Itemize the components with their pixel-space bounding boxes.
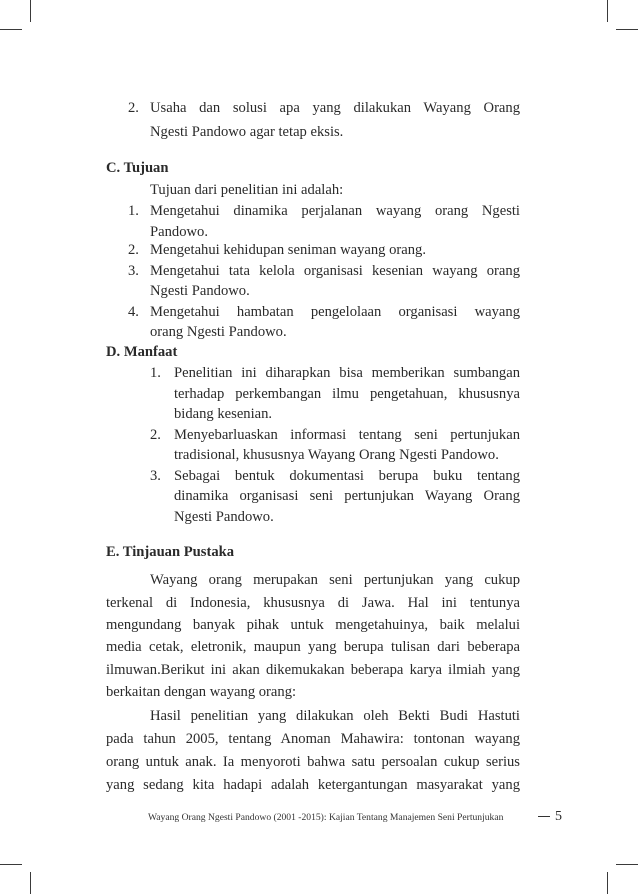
crop-mark (607, 872, 608, 894)
list-item-text: dinamika organisasi seni pertunjukan Wayang Orang (174, 488, 520, 504)
crop-mark (607, 0, 608, 22)
crop-mark (616, 864, 638, 865)
list-number: 2. (150, 427, 161, 443)
list-number: 2. (128, 100, 139, 116)
section-heading-tinjauan-pustaka: E. Tinjauan Pustaka (106, 544, 235, 560)
list-item-text: Mengetahui tata kelola organisasi kesenian wayang orang (150, 263, 520, 279)
list-item-text: bidang kesenian. (174, 406, 273, 422)
list-item-text: tradisional, khususnya Wayang Orang Ngesti Pandowo. (174, 447, 499, 463)
list-item-text: terhadap perkembangan ilmu pengetahuan, khususnya (174, 386, 520, 402)
list-item-text: Sebagai bentuk dokumentasi berupa buku tentang (174, 468, 520, 484)
section-heading-tujuan: C. Tujuan (106, 160, 169, 176)
list-item-text: Mengetahui hambatan pengelolaan organisasi wayang (150, 304, 520, 320)
list-number: 1. (128, 203, 139, 219)
paragraph-line: berkaitan dengan wayang orang: (106, 684, 297, 700)
list-item-text: Menyebarluaskan informasi tentang seni pertunjukan (174, 427, 520, 443)
crop-mark (30, 0, 31, 22)
section-intro: Tujuan dari penelitian ini adalah: (150, 182, 344, 198)
running-footer-title: Wayang Orang Ngesti Pandowo (2001 -2015): Kajian Tentang Manajemen Seni Pertunjukan (148, 812, 504, 823)
crop-mark (30, 872, 31, 894)
list-number: 3. (128, 263, 139, 279)
paragraph-line: ilmuwan.Berikut ini akan dikemukakan beberapa karya ilmiah yang (106, 662, 520, 678)
list-item-text: Mengetahui dinamika perjalanan wayang orang Ngesti (150, 203, 520, 219)
list-item-text: Mengetahui kehidupan seniman wayang orang. (150, 242, 426, 258)
paragraph-line: terkenal di Indonesia, khususnya di Jawa. Hal ini tentunya (106, 595, 520, 611)
paragraph-line: Wayang orang merupakan seni pertunjukan yang cukup (150, 572, 520, 588)
list-item-text: orang Ngesti Pandowo. (150, 324, 287, 340)
list-number: 3. (150, 468, 161, 484)
crop-mark (0, 864, 22, 865)
paragraph-line: mengundang banyak pihak untuk mengetahuinya, baik melalui (106, 617, 520, 633)
paragraph-line: pada tahun 2005, tentang Anoman Mahawira: tontonan wayang (106, 731, 520, 747)
crop-mark (616, 29, 638, 30)
page-number (538, 808, 562, 826)
list-item-text: Pandowo. (150, 224, 208, 240)
paragraph-line: Hasil penelitian yang dilakukan oleh Bekti Budi Hastuti (150, 708, 520, 724)
list-number: 4. (128, 304, 139, 320)
footer-dash (538, 816, 550, 817)
page-number-value: 5 (555, 809, 562, 824)
paragraph-line: orang untuk anak. Ia menyoroti bahwa satu persoalan cukup serius (106, 754, 520, 770)
list-item-text: Ngesti Pandowo. (174, 509, 274, 525)
list-item-text: Usaha dan solusi apa yang dilakukan Wayang Orang (150, 100, 520, 116)
list-number: 2. (128, 242, 139, 258)
list-item-text: Ngesti Pandowo. (150, 283, 250, 299)
paragraph-line: media cetak, eletronik, maupun yang berupa tulisan dari beberapa (106, 639, 520, 655)
list-item-text: Ngesti Pandowo agar tetap eksis. (150, 124, 344, 140)
list-number: 1. (150, 365, 161, 381)
section-heading-manfaat: D. Manfaat (106, 344, 178, 360)
list-item-text: Penelitian ini diharapkan bisa memberikan sumbangan (174, 365, 520, 381)
crop-mark (0, 29, 22, 30)
paragraph-line: yang sedang kita hadapi adalah ketergantungan masyarakat yang (106, 777, 520, 793)
